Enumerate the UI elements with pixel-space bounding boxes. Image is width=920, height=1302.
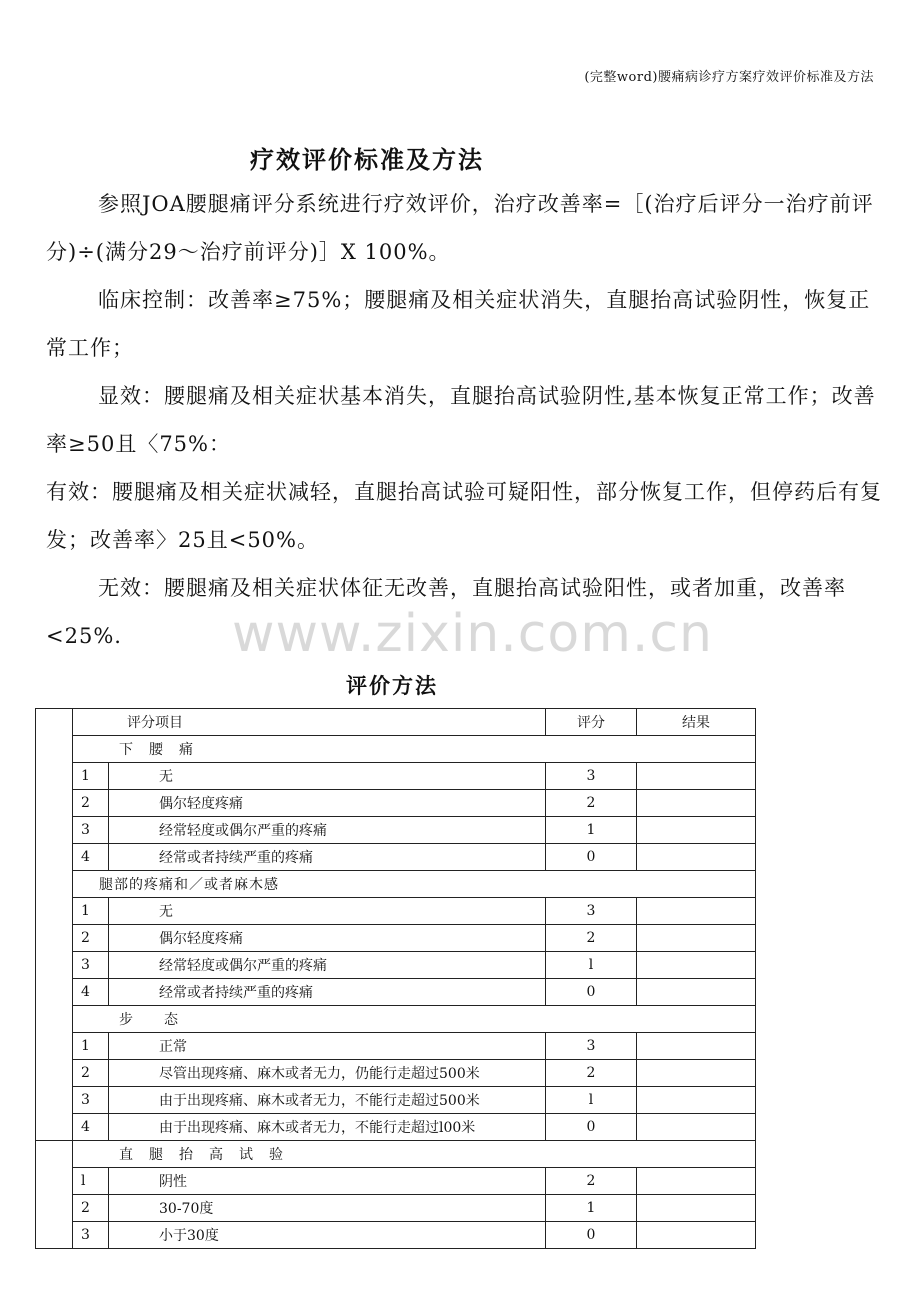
row-score: 0 xyxy=(546,1222,637,1249)
row-number: 2 xyxy=(73,1060,109,1087)
row-result xyxy=(637,1168,756,1195)
row-item-name: 偶尔轻度疼痛 xyxy=(109,790,546,817)
row-score: 3 xyxy=(546,763,637,790)
section-row xyxy=(36,1006,756,1033)
row-score: 0 xyxy=(546,979,637,1006)
table-left-margin-cell xyxy=(36,1141,73,1249)
row-result xyxy=(637,898,756,925)
table-row xyxy=(36,925,756,952)
table-row xyxy=(36,844,756,871)
row-score: 3 xyxy=(546,898,637,925)
row-result xyxy=(637,1060,756,1087)
section-title: 腿部的疼痛和／或者麻木感 xyxy=(73,871,756,898)
row-number: 3 xyxy=(73,1087,109,1114)
table-row xyxy=(36,1222,756,1249)
row-number: 2 xyxy=(73,1195,109,1222)
row-result xyxy=(637,763,756,790)
row-number: 4 xyxy=(73,844,109,871)
row-result xyxy=(637,1195,756,1222)
paragraph-clinical-control: 临床控制：改善率≥75%；腰腿痛及相关症状消失，直腿抬高试验阴性，恢复正常工作； xyxy=(46,288,871,360)
row-score: 2 xyxy=(546,925,637,952)
section-title: 直 腿 抬 高 试 验 xyxy=(73,1141,756,1168)
section-title: 步 态 xyxy=(73,1006,756,1033)
row-item-name: 经常或者持续严重的疼痛 xyxy=(109,844,546,871)
row-item-name: 30-70度 xyxy=(109,1195,546,1222)
row-number: 1 xyxy=(73,898,109,925)
page-title: 疗效评价标准及方法 xyxy=(250,145,484,174)
row-score: 0 xyxy=(546,844,637,871)
row-score: 2 xyxy=(546,790,637,817)
section-title: 评价方法 xyxy=(346,673,438,698)
watermark: www.zixin.com.cn xyxy=(232,604,713,664)
table-row xyxy=(36,952,756,979)
header-item: 评分项目 xyxy=(73,709,546,736)
row-score: 0 xyxy=(546,1114,637,1141)
row-number: 1 xyxy=(73,1033,109,1060)
row-item-name: 由于出现疼痛、麻木或者无力，不能行走超过l00米 xyxy=(109,1114,546,1141)
row-number: 1 xyxy=(73,763,109,790)
row-score: 3 xyxy=(546,1033,637,1060)
row-item-name: 偶尔轻度疼痛 xyxy=(109,925,546,952)
row-result xyxy=(637,979,756,1006)
row-score: 1 xyxy=(546,1195,637,1222)
row-item-name: 无 xyxy=(109,763,546,790)
row-result xyxy=(637,790,756,817)
paragraph-marked-effect: 显效：腰腿痛及相关症状基本消失，直腿抬高试验阴性,基本恢复正常工作；改善率≥50且〈75%： xyxy=(46,384,876,456)
row-score: l xyxy=(546,952,637,979)
section-row xyxy=(36,1141,756,1168)
row-number: 2 xyxy=(73,790,109,817)
row-result xyxy=(637,1114,756,1141)
table-row xyxy=(36,1033,756,1060)
section-row xyxy=(36,871,756,898)
document-header: (完整word)腰痛病诊疗方案疗效评价标准及方法 xyxy=(584,70,874,85)
row-number: 3 xyxy=(73,952,109,979)
row-item-name: 经常轻度或偶尔严重的疼痛 xyxy=(109,817,546,844)
table-row xyxy=(36,1060,756,1087)
row-result xyxy=(637,817,756,844)
table-row xyxy=(36,1087,756,1114)
paragraph-effective: 有效：腰腿痛及相关症状减轻，直腿抬高试验可疑阳性，部分恢复工作，但停药后有复发；改善率〉25且<50%。 xyxy=(46,480,882,552)
row-score: 2 xyxy=(546,1060,637,1087)
row-result xyxy=(637,952,756,979)
row-result xyxy=(637,1033,756,1060)
row-result xyxy=(637,1222,756,1249)
header-result: 结果 xyxy=(637,709,756,736)
row-result xyxy=(637,1087,756,1114)
row-result xyxy=(637,844,756,871)
table-left-margin-cell xyxy=(36,709,73,1141)
row-score: 1 xyxy=(546,817,637,844)
table-row xyxy=(36,979,756,1006)
table-row xyxy=(36,817,756,844)
row-item-name: 无 xyxy=(109,898,546,925)
table-row xyxy=(36,1168,756,1195)
row-result xyxy=(637,925,756,952)
row-number: 4 xyxy=(73,1114,109,1141)
row-item-name: 由于出现疼痛、麻木或者无力，不能行走超过500米 xyxy=(109,1087,546,1114)
table-row xyxy=(36,898,756,925)
table-row xyxy=(36,763,756,790)
table-header-row xyxy=(36,709,756,736)
row-item-name: 经常轻度或偶尔严重的疼痛 xyxy=(109,952,546,979)
table-row xyxy=(36,1114,756,1141)
paragraph-ineffective: 无效：腰腿痛及相关症状体征无改善，直腿抬高试验阳性，或者加重，改善率<25%. xyxy=(46,576,846,648)
row-item-name: 正常 xyxy=(109,1033,546,1060)
row-item-name: 经常或者持续严重的疼痛 xyxy=(109,979,546,1006)
table-row xyxy=(36,790,756,817)
row-number: 3 xyxy=(73,817,109,844)
row-number: 3 xyxy=(73,1222,109,1249)
row-number: 2 xyxy=(73,925,109,952)
table-row xyxy=(36,1195,756,1222)
row-item-name: 阴性 xyxy=(109,1168,546,1195)
row-score: l xyxy=(546,1087,637,1114)
section-title: 下 腰 痛 xyxy=(73,736,756,763)
row-score: 2 xyxy=(546,1168,637,1195)
evaluation-table xyxy=(35,708,756,1249)
row-number: 4 xyxy=(73,979,109,1006)
section-row xyxy=(36,736,756,763)
paragraph-joa-formula: 参照JOA腰腿痛评分系统进行疗效评价，治疗改善率=［(治疗后评分一治疗前评分)÷(满分29～治疗前评分)］X 100%。 xyxy=(46,192,874,264)
row-number: l xyxy=(73,1168,109,1195)
row-item-name: 尽管出现疼痛、麻木或者无力，仍能行走超过500米 xyxy=(109,1060,546,1087)
header-score: 评分 xyxy=(546,709,637,736)
row-item-name: 小于30度 xyxy=(109,1222,546,1249)
